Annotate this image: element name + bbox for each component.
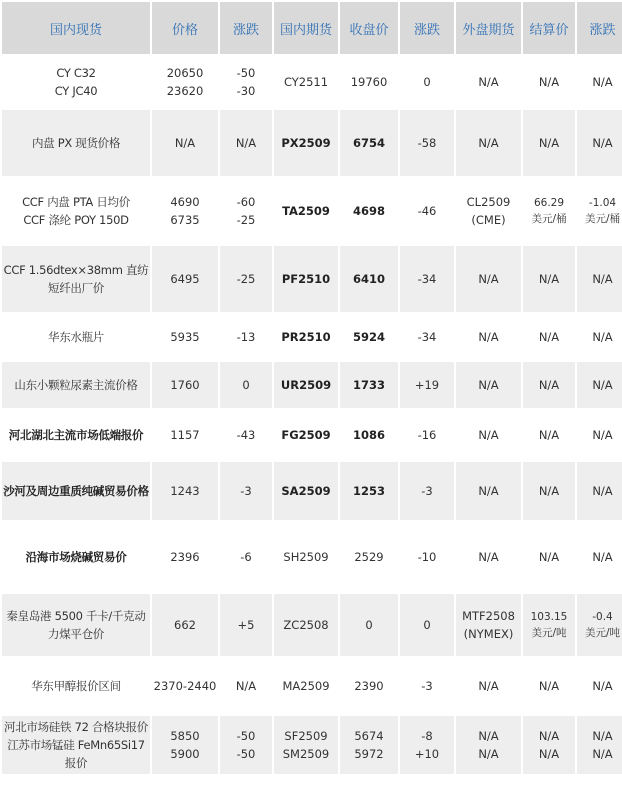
cell-line: ZC2508 xyxy=(283,618,329,632)
table-row xyxy=(2,56,622,108)
cell-line: N/A xyxy=(538,747,560,761)
cell-line: 4698 xyxy=(352,204,385,218)
cell-line: 华东甲醇报价区间 xyxy=(31,679,121,693)
cell-echg xyxy=(577,716,622,774)
table-row xyxy=(2,716,622,774)
table-row xyxy=(2,594,622,656)
cell-line: SM2509 xyxy=(282,747,330,761)
header-settle: 结算价 xyxy=(523,2,575,54)
cell-line: +5 xyxy=(237,618,255,632)
cell-fut xyxy=(274,658,338,714)
cell-line: N/A xyxy=(592,679,613,693)
cell-settle xyxy=(523,410,575,460)
cell-line: 力煤平仓价 xyxy=(48,627,104,641)
cell-spot xyxy=(2,56,150,108)
cell-fut xyxy=(274,522,338,592)
cell-line: N/A xyxy=(592,272,613,286)
cell-price xyxy=(152,594,218,656)
cell-close xyxy=(340,716,398,774)
cell-line: (NYMEX) xyxy=(463,627,514,641)
cell-line: UR2509 xyxy=(280,378,332,392)
cell-line: N/A xyxy=(538,484,560,498)
table-row xyxy=(2,178,622,244)
cell-line: N/A xyxy=(174,136,196,150)
cell-spot xyxy=(2,462,150,520)
cell-line: -8 xyxy=(421,729,433,743)
cell-line: N/A xyxy=(538,330,560,344)
cell-chg xyxy=(220,522,272,592)
cell-line: MA2509 xyxy=(282,679,330,693)
cell-line: N/A xyxy=(478,747,499,761)
cell-chg xyxy=(220,314,272,360)
cell-price xyxy=(152,462,218,520)
cell-line: 山东小颗粒尿素主流价格 xyxy=(14,378,138,392)
cell-ext xyxy=(456,246,521,312)
cell-settle xyxy=(523,594,575,656)
cell-spot xyxy=(2,110,150,176)
cell-echg xyxy=(577,410,622,460)
cell-close xyxy=(340,246,398,312)
table-row xyxy=(2,314,622,360)
cell-line: 1253 xyxy=(352,484,385,498)
cell-fut xyxy=(274,110,338,176)
cell-price xyxy=(152,716,218,774)
cell-echg xyxy=(577,110,622,176)
cell-line: -25 xyxy=(236,272,256,286)
cell-fut xyxy=(274,56,338,108)
cell-line: N/A xyxy=(478,378,499,392)
cell-line: -1.04 xyxy=(588,197,617,209)
cell-fut xyxy=(274,362,338,408)
cell-echg xyxy=(577,658,622,714)
cell-close xyxy=(340,362,398,408)
cell-line: -25 xyxy=(236,213,256,227)
cell-line: 1760 xyxy=(170,378,200,392)
cell-chg xyxy=(220,462,272,520)
cell-settle xyxy=(523,362,575,408)
cell-line: N/A xyxy=(538,550,560,564)
cell-fchg xyxy=(400,178,454,244)
cell-line: N/A xyxy=(478,484,499,498)
cell-line: 1157 xyxy=(170,428,200,442)
cell-line: 报价 xyxy=(64,756,88,770)
cell-line: -58 xyxy=(417,136,437,150)
cell-line: N/A xyxy=(538,378,560,392)
cell-line: 0 xyxy=(242,378,250,392)
cell-line: N/A xyxy=(592,378,613,392)
cell-line: CY C32 xyxy=(56,66,96,80)
cell-line: 2390 xyxy=(354,679,384,693)
cell-line: 5674 xyxy=(354,729,384,743)
cell-line: 美元/吨 xyxy=(531,627,567,639)
cell-fchg xyxy=(400,56,454,108)
cell-line: -30 xyxy=(236,84,256,98)
cell-line: N/A xyxy=(538,679,560,693)
cell-line: N/A xyxy=(592,330,613,344)
cell-spot xyxy=(2,658,150,714)
cell-line: 6754 xyxy=(352,136,385,150)
cell-line: SF2509 xyxy=(284,729,328,743)
cell-fchg xyxy=(400,594,454,656)
cell-line: N/A xyxy=(538,729,560,743)
cell-line: 短纤出厂价 xyxy=(48,281,104,295)
cell-ext xyxy=(456,110,521,176)
cell-line: -6 xyxy=(240,550,252,564)
cell-line: 4690 xyxy=(170,195,200,209)
cell-line: PF2510 xyxy=(281,272,331,286)
cell-line: 6735 xyxy=(170,213,200,227)
cell-line: N/A xyxy=(478,330,499,344)
cell-line: 19760 xyxy=(350,75,388,89)
cell-spot xyxy=(2,594,150,656)
cell-price xyxy=(152,410,218,460)
cell-line: 美元/吨 xyxy=(584,627,621,639)
cell-line: -50 xyxy=(236,66,256,80)
cell-line: FG2509 xyxy=(281,428,331,442)
cell-line: SH2509 xyxy=(283,550,329,564)
cell-price xyxy=(152,522,218,592)
cell-line: -13 xyxy=(236,330,256,344)
cell-close xyxy=(340,462,398,520)
cell-line: 0 xyxy=(423,75,431,89)
cell-line: 5972 xyxy=(354,747,384,761)
cell-line: 河北湖北主流市场低端报价 xyxy=(8,428,144,442)
cell-echg xyxy=(577,56,622,108)
cell-settle xyxy=(523,246,575,312)
cell-settle xyxy=(523,314,575,360)
cell-line: 沿海市场烧碱贸易价 xyxy=(25,550,127,564)
cell-settle xyxy=(523,462,575,520)
cell-spot xyxy=(2,522,150,592)
cell-ext xyxy=(456,716,521,774)
cell-line: 5850 xyxy=(170,729,200,743)
cell-ext xyxy=(456,56,521,108)
cell-fut xyxy=(274,246,338,312)
cell-line: N/A xyxy=(592,747,613,761)
cell-line: 秦皇岛港 5500 千卡/千克动 xyxy=(6,609,146,623)
cell-fut xyxy=(274,716,338,774)
cell-price xyxy=(152,56,218,108)
cell-line: 20650 xyxy=(166,66,204,80)
cell-fchg xyxy=(400,410,454,460)
cell-line: +19 xyxy=(414,378,440,392)
cell-line: -16 xyxy=(417,428,437,442)
cell-line: -50 xyxy=(236,729,256,743)
header-external-change: 涨跌 xyxy=(577,2,622,54)
cell-ext xyxy=(456,594,521,656)
cell-line: -43 xyxy=(236,428,256,442)
cell-price xyxy=(152,178,218,244)
cell-line: N/A xyxy=(592,428,613,442)
cell-chg xyxy=(220,362,272,408)
cell-line: N/A xyxy=(235,136,257,150)
cell-settle xyxy=(523,56,575,108)
table-row xyxy=(2,362,622,408)
cell-close xyxy=(340,410,398,460)
cell-chg xyxy=(220,178,272,244)
cell-settle xyxy=(523,658,575,714)
cell-line: (CME) xyxy=(471,213,506,227)
cell-line: 河北市场硅铁 72 合格块报价 xyxy=(4,720,148,734)
cell-close xyxy=(340,522,398,592)
cell-line: N/A xyxy=(592,550,613,564)
table-row xyxy=(2,522,622,592)
cell-line: 0 xyxy=(423,618,431,632)
cell-fchg xyxy=(400,658,454,714)
cell-line: -0.4 xyxy=(592,611,613,623)
header-futures: 国内期货 xyxy=(274,2,338,54)
cell-line: CCF 内盘 PTA 日均价 xyxy=(22,195,130,209)
cell-line: N/A xyxy=(235,679,257,693)
cell-close xyxy=(340,594,398,656)
cell-line: 1086 xyxy=(352,428,385,442)
cell-close xyxy=(340,110,398,176)
cell-line: 5900 xyxy=(170,747,200,761)
cell-line: +10 xyxy=(414,747,440,761)
cell-fchg xyxy=(400,462,454,520)
cell-settle xyxy=(523,178,575,244)
cell-fut xyxy=(274,594,338,656)
cell-line: CY JC40 xyxy=(54,84,98,98)
cell-price xyxy=(152,110,218,176)
header-external-futures: 外盘期货 xyxy=(456,2,521,54)
cell-line: N/A xyxy=(478,679,499,693)
cell-line: 2529 xyxy=(354,550,384,564)
cell-line: -10 xyxy=(417,550,437,564)
cell-line: 6495 xyxy=(170,272,200,286)
cell-settle xyxy=(523,522,575,592)
header-price: 价格 xyxy=(152,2,218,54)
cell-line: -34 xyxy=(417,330,437,344)
cell-fut xyxy=(274,178,338,244)
cell-fut xyxy=(274,410,338,460)
cell-fchg xyxy=(400,716,454,774)
cell-fut xyxy=(274,462,338,520)
cell-line: -3 xyxy=(240,484,252,498)
cell-line: 5924 xyxy=(352,330,385,344)
cell-echg xyxy=(577,314,622,360)
table-row xyxy=(2,462,622,520)
cell-spot xyxy=(2,362,150,408)
cell-line: CY2511 xyxy=(283,75,329,89)
cell-line: 2396 xyxy=(170,550,200,564)
cell-ext xyxy=(456,178,521,244)
cell-line: 23620 xyxy=(166,84,204,98)
header-change: 涨跌 xyxy=(220,2,272,54)
cell-echg xyxy=(577,362,622,408)
cell-line: 美元/桶 xyxy=(531,213,567,225)
cell-spot xyxy=(2,246,150,312)
header-row xyxy=(2,2,622,54)
cell-fchg xyxy=(400,314,454,360)
header-close: 收盘价 xyxy=(340,2,398,54)
cell-line: 6410 xyxy=(352,272,385,286)
header-spot: 国内现货 xyxy=(2,2,150,54)
cell-line: N/A xyxy=(538,75,560,89)
cell-line: N/A xyxy=(478,272,499,286)
cell-line: 沙河及周边重质纯碱贸易价格 xyxy=(3,484,149,498)
cell-line: 66.29 xyxy=(533,197,565,209)
cell-line: N/A xyxy=(478,729,499,743)
cell-price xyxy=(152,362,218,408)
cell-line: -46 xyxy=(417,204,437,218)
cell-ext xyxy=(456,314,521,360)
cell-line: MTF2508 xyxy=(462,609,515,623)
cell-close xyxy=(340,178,398,244)
table-row xyxy=(2,658,622,714)
cell-line: N/A xyxy=(538,272,560,286)
cell-close xyxy=(340,56,398,108)
cell-fchg xyxy=(400,362,454,408)
cell-line: 美元/桶 xyxy=(584,213,621,225)
table-row xyxy=(2,246,622,312)
cell-line: 江苏市场锰硅 FeMn65Si17 xyxy=(7,738,145,752)
cell-line: CCF 1.56dtex×38mm 直纺 xyxy=(3,263,149,277)
cell-chg xyxy=(220,594,272,656)
cell-ext xyxy=(456,522,521,592)
cell-ext xyxy=(456,410,521,460)
cell-line: -50 xyxy=(236,747,256,761)
cell-settle xyxy=(523,110,575,176)
cell-chg xyxy=(220,110,272,176)
cell-echg xyxy=(577,594,622,656)
cell-chg xyxy=(220,658,272,714)
cell-spot xyxy=(2,178,150,244)
cell-line: N/A xyxy=(478,75,499,89)
cell-echg xyxy=(577,462,622,520)
cell-fut xyxy=(274,314,338,360)
cell-line: N/A xyxy=(478,550,499,564)
cell-line: -3 xyxy=(421,484,433,498)
cell-line: N/A xyxy=(538,136,560,150)
cell-line: PR2510 xyxy=(281,330,331,344)
cell-line: CCF 涤纶 POY 150D xyxy=(23,213,129,227)
cell-line: -3 xyxy=(421,679,433,693)
cell-chg xyxy=(220,716,272,774)
cell-line: N/A xyxy=(592,729,613,743)
cell-price xyxy=(152,314,218,360)
cell-line: N/A xyxy=(592,75,613,89)
cell-line: CL2509 xyxy=(466,195,511,209)
cell-line: PX2509 xyxy=(281,136,331,150)
cell-close xyxy=(340,314,398,360)
cell-echg xyxy=(577,178,622,244)
cell-ext xyxy=(456,658,521,714)
cell-line: 华东水瓶片 xyxy=(48,330,104,344)
cell-line: 5935 xyxy=(170,330,200,344)
cell-spot xyxy=(2,410,150,460)
cell-echg xyxy=(577,522,622,592)
cell-line: N/A xyxy=(538,428,560,442)
cell-line: 2370-2440 xyxy=(153,679,217,693)
cell-chg xyxy=(220,56,272,108)
table-row xyxy=(2,110,622,176)
cell-line: 内盘 PX 现货价格 xyxy=(31,136,121,150)
cell-line: N/A xyxy=(478,428,499,442)
cell-price xyxy=(152,658,218,714)
cell-fchg xyxy=(400,110,454,176)
cell-line: N/A xyxy=(592,136,613,150)
cell-echg xyxy=(577,246,622,312)
cell-spot xyxy=(2,716,150,774)
cell-line: -34 xyxy=(417,272,437,286)
cell-fchg xyxy=(400,246,454,312)
cell-ext xyxy=(456,462,521,520)
cell-line: SA2509 xyxy=(281,484,331,498)
cell-line: 0 xyxy=(365,618,373,632)
cell-chg xyxy=(220,246,272,312)
table-row xyxy=(2,410,622,460)
cell-line: -60 xyxy=(236,195,256,209)
cell-line: N/A xyxy=(592,484,613,498)
cell-line: 103.15 xyxy=(530,611,568,623)
cell-ext xyxy=(456,362,521,408)
header-futures-change: 涨跌 xyxy=(400,2,454,54)
cell-line: 662 xyxy=(174,618,196,632)
cell-line: TA2509 xyxy=(282,204,330,218)
cell-settle xyxy=(523,716,575,774)
cell-line: 1243 xyxy=(170,484,200,498)
cell-fchg xyxy=(400,522,454,592)
cell-line: 1733 xyxy=(352,378,385,392)
table-body xyxy=(2,56,622,774)
cell-close xyxy=(340,658,398,714)
cell-spot xyxy=(2,314,150,360)
cell-price xyxy=(152,246,218,312)
cell-chg xyxy=(220,410,272,460)
cell-line: N/A xyxy=(478,136,499,150)
